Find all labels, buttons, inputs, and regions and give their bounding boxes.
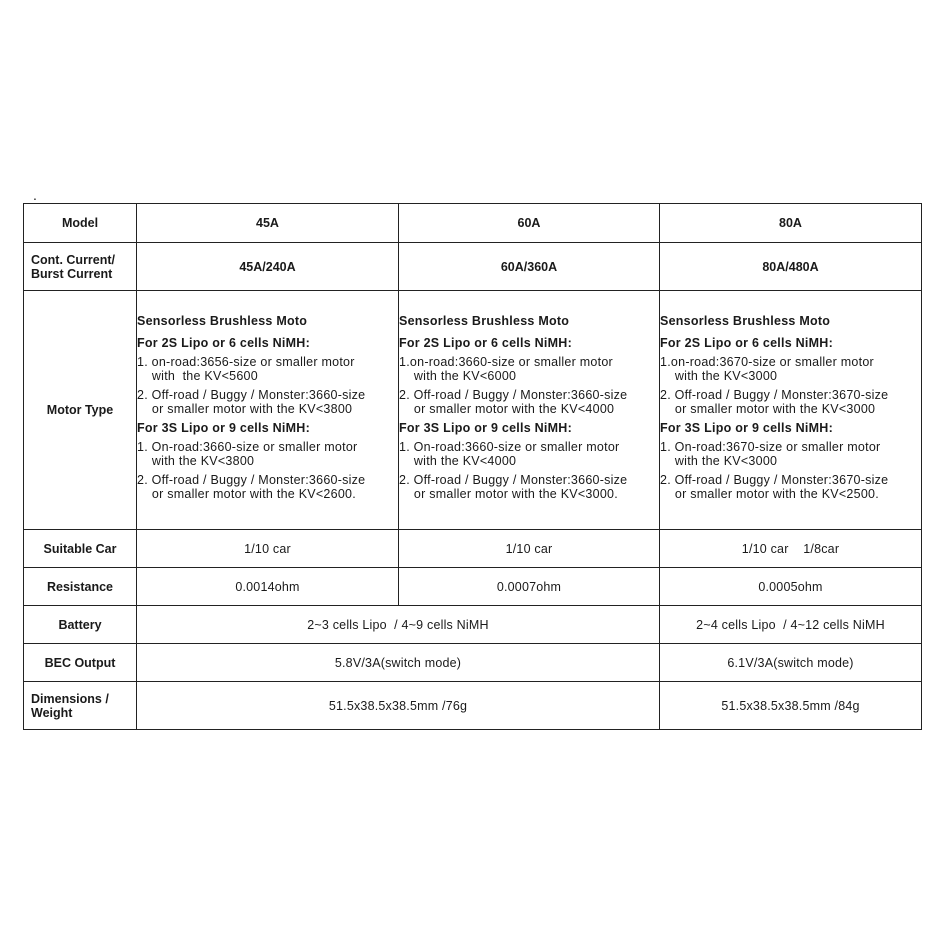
motor-title: Sensorless Brushless Moto — [137, 314, 308, 328]
label-dimensions-line2: Weight — [31, 705, 73, 720]
motor-80a — [660, 291, 922, 530]
motor-2s-heading: For 2S Lipo or 6 cells NiMH: — [660, 336, 833, 350]
row-resistance — [24, 568, 922, 606]
motor-2s-item: 2. Off-road / Buggy / Monster:3660-size or smaller motor with the KV<4000 — [399, 388, 628, 416]
battery-80a: 2~4 cells Lipo / 4~12 cells NiMH — [660, 606, 922, 644]
motor-3s-item: 1. On-road:3660-size or smaller motor with the KV<4000 — [399, 440, 620, 468]
motor-3s-item: 1. On-road:3670-size or smaller motor with the KV<3000 — [660, 440, 881, 468]
row-dimensions — [24, 682, 922, 730]
motor-3s-item: 2. Off-road / Buggy / Monster:3670-size or smaller motor with the KV<2500. — [660, 473, 889, 501]
dims-45a-60a: 51.5x38.5x38.5mm /76g — [137, 682, 660, 730]
motor-2s-heading: For 2S Lipo or 6 cells NiMH: — [399, 336, 572, 350]
label-current-line1: Cont. Current/ — [31, 252, 116, 267]
car-60a: 1/10 car — [399, 530, 660, 568]
motor-3s-item: 1. On-road:3660-size or smaller motor with the KV<3800 — [137, 440, 358, 468]
dims-80a: 51.5x38.5x38.5mm /84g — [660, 682, 922, 730]
model-60a: 60A — [399, 204, 660, 243]
row-current — [24, 243, 922, 291]
resistance-80a: 0.0005ohm — [660, 568, 922, 606]
model-80a: 80A — [660, 204, 922, 243]
bec-80a: 6.1V/3A(switch mode) — [660, 644, 922, 682]
row-model — [24, 204, 922, 243]
motor-3s-item: 2. Off-road / Buggy / Monster:3660-size or smaller motor with the KV<3000. — [399, 473, 628, 501]
row-bec-output — [24, 644, 922, 682]
bec-45a-60a: 5.8V/3A(switch mode) — [137, 644, 660, 682]
battery-45a-60a: 2~3 cells Lipo / 4~9 cells NiMH — [137, 606, 660, 644]
car-45a: 1/10 car — [137, 530, 399, 568]
motor-3s-heading: For 3S Lipo or 9 cells NiMH: — [660, 421, 833, 435]
motor-2s-heading: For 2S Lipo or 6 cells NiMH: — [137, 336, 310, 350]
current-45a: 45A/240A — [137, 243, 399, 291]
label-bec-output: BEC Output — [24, 644, 137, 682]
motor-2s-item: 1. on-road:3656-size or smaller motor with the KV<5600 — [137, 355, 355, 383]
resistance-45a: 0.0014ohm — [137, 568, 399, 606]
motor-title: Sensorless Brushless Moto — [399, 314, 570, 328]
label-resistance: Resistance — [24, 568, 137, 606]
motor-3s-heading: For 3S Lipo or 9 cells NiMH: — [137, 421, 310, 435]
label-suitable-car: Suitable Car — [24, 530, 137, 568]
label-motor-type: Motor Type — [24, 291, 137, 530]
motor-2s-item: 1.on-road:3660-size or smaller motor with the KV<6000 — [399, 355, 613, 383]
motor-title: Sensorless Brushless Moto — [660, 314, 831, 328]
motor-45a — [137, 291, 399, 530]
motor-2s-item: 2. Off-road / Buggy / Monster:3670-size or smaller motor with the KV<3000 — [660, 388, 889, 416]
motor-3s-item: 2. Off-road / Buggy / Monster:3660-size or smaller motor with the KV<2600. — [137, 473, 366, 501]
row-suitable-car — [24, 530, 922, 568]
label-current-line2: Burst Current — [31, 266, 113, 281]
spec-table — [23, 203, 922, 730]
car-80a: 1/10 car 1/8car — [660, 530, 922, 568]
label-dimensions — [24, 682, 137, 730]
row-motor-type — [24, 291, 922, 530]
label-dimensions-line1: Dimensions / — [31, 691, 109, 706]
stray-mark: . — [33, 187, 37, 203]
model-45a: 45A — [137, 204, 399, 243]
label-battery: Battery — [24, 606, 137, 644]
label-model: Model — [24, 204, 137, 243]
current-60a: 60A/360A — [399, 243, 660, 291]
motor-2s-item: 2. Off-road / Buggy / Monster:3660-size or smaller motor with the KV<3800 — [137, 388, 366, 416]
label-current — [24, 243, 137, 291]
current-80a: 80A/480A — [660, 243, 922, 291]
resistance-60a: 0.0007ohm — [399, 568, 660, 606]
motor-3s-heading: For 3S Lipo or 9 cells NiMH: — [399, 421, 572, 435]
motor-60a — [399, 291, 660, 530]
row-battery — [24, 606, 922, 644]
motor-2s-item: 1.on-road:3670-size or smaller motor with the KV<3000 — [660, 355, 874, 383]
